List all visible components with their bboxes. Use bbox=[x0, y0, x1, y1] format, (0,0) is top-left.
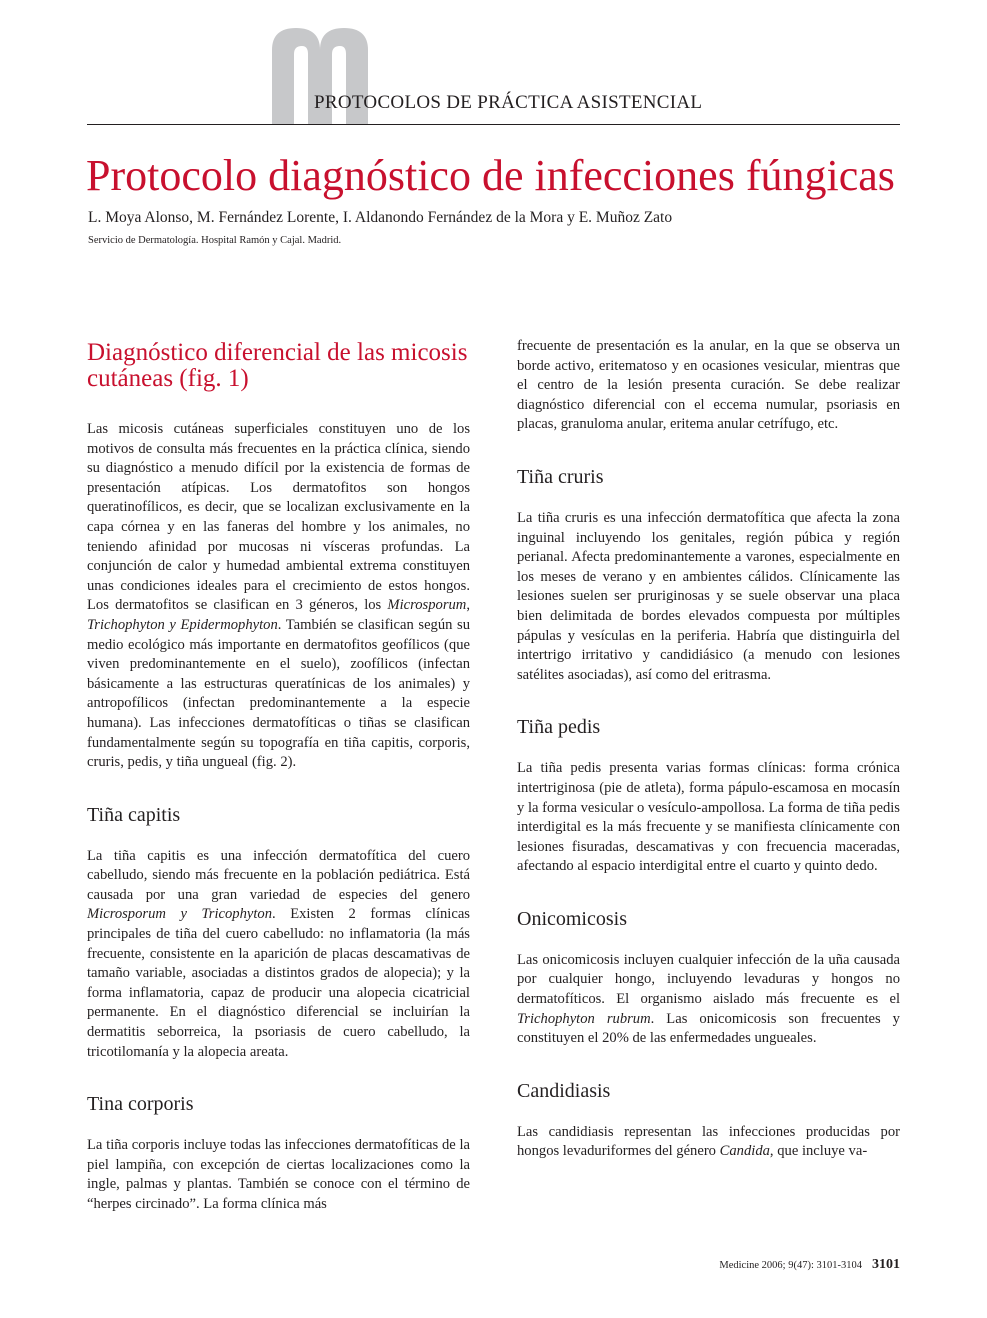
right-column bbox=[517, 337, 900, 1162]
paragraph: frecuente de presentación es la anular, en la que se observa un borde activo, eritematoso y en ocasiones vesicular, mientras que el centro de la lesión presenta curación. Se debe realizar diagnóstico diferencial con el eccema numular, psoriasis en placas, granuloma anular, eritema anular cetrífugo, etc. bbox=[517, 338, 900, 433]
page-footer bbox=[719, 1257, 900, 1273]
authors: L. Moya Alonso, M. Fernández Lorente, I. Aldanondo Fernández de la Mora y E. Muñoz Zato bbox=[88, 209, 673, 226]
paragraph: La tiña capitis es una infección dermatofítica del cuero cabelludo, siendo más frecuente en la población pediátrica. Está causada por una gran variedad de especies del genero Microsporum y Tricophyton. Existen 2 formas clínicas principales de tiña del cuero cabelludo: no inflamatoria (la más frecuente, consistente en la aparición de placas descamativas de tamaño variable, asociadas a distintos grados de alopecia); y la forma inflamatoria, capaz de producir una alopecia cicatricial permanente. En el diagnóstico diferencial se incluirían la dermatitis seborreica, la psoriasis de cuero cabelludo, la tricotilomanía y la alopecia areata. bbox=[87, 847, 470, 1060]
subsection-heading: Tiña capitis bbox=[87, 803, 181, 826]
paragraph: Las candidiasis representan las infecciones producidas por hongos levaduriformes del género Candida, que incluye va- bbox=[517, 1123, 900, 1160]
left-column bbox=[87, 340, 470, 1215]
subsection-heading: Tiña cruris bbox=[517, 465, 604, 488]
section-label: PROTOCOLOS DE PRÁCTICA ASISTENCIAL bbox=[314, 92, 703, 113]
subsection-heading: Tina corporis bbox=[87, 1093, 194, 1116]
paragraph: La tiña cruris es una infección dermatofítica que afecta la zona inguinal incluyendo los genitales, región púbica y región perianal. Afecta predominantemente a varones, especialmente en los meses de verano y en ambientes cálidos. Clínicamente las lesiones suelen ser pruriginosas y se suele observar una placa bien delimitada de bordes elevados compuesta por múltiples pápulas y vesículas en la periferia. Habría que distinguirla del intertrigo irritativo y candidiásico (a menudo con lesiones satélites asociadas), así como del eritrasma. bbox=[517, 509, 900, 683]
page-number: 3101 bbox=[872, 1257, 900, 1272]
subsection-heading: Onicomicosis bbox=[517, 907, 627, 930]
article-title: Protocolo diagnóstico de infecciones fúngicas bbox=[86, 151, 895, 200]
header-rule bbox=[87, 124, 900, 125]
paragraph: Las onicomicosis incluyen cualquier infección de la uña causada por cualquier hongo, incluyendo levaduras y hongos no dermatofíticos. El organismo aislado más frecuente es el Trichophyton rubrum. Las onicomicosis son frecuentes y constituyen el 20% de las enfermedades ungueales. bbox=[517, 951, 900, 1047]
paragraph: La tiña pedis presenta varias formas clínicas: forma crónica intertriginosa (pie de atleta), forma pápulo-escamosa en mocasín y la forma vesicular o vesículo-ampollosa. La forma de tiña pedis interdigital es la más frecuente y se manifiesta clínicamente con lesiones fisuradas, descamativas y con frecuencia maceradas, afectando al espacio interdigital entre el cuarto y quinto dedo. bbox=[517, 760, 900, 875]
journal-citation: Medicine 2006; 9(47): 3101-3104 bbox=[719, 1260, 862, 1271]
affiliation: Servicio de Dermatología. Hospital Ramón y Cajal. Madrid. bbox=[88, 235, 342, 246]
paragraph: La tiña corporis incluye todas las infecciones dermatofíticas de la piel lampiña, con excepción de ciertas localizaciones como la ingle, palmas y plantas. También se conoce con el término de “herpes circinado”. La forma clínica más bbox=[87, 1137, 470, 1212]
paragraph: Las micosis cutáneas superficiales constituyen uno de los motivos de consulta más frecuentes en la práctica clínica, siendo su diagnóstico a menudo difícil por la existencia de formas de presentación atípicas. Los dermatofitos son hongos queratinofílicos, es decir, que se localizan exclusivamente en la capa córnea y en las faneras del hombre y los animales, no teniendo afinidad por mucosas ni vísceras profundas. La conjunción de calor y humedad ambiental extrema constituyen unas condiciones ideales para el crecimiento de estos hongos. Los dermatofitos se clasifican en 3 géneros, los Microsporum, Trichophyton y Epidermophyton. También se clasifican según su medio ecológico más importante en dermatofitos geofílicos (que viven predominantemente en el suelo), zoofílicos (infectan básicamente a las estructuras queratínicas de los animales) y antropofílicos (infectan predominantemente a la especie humana). Las infecciones dermatofíticas o tiñas se clasifican fundamentalmente según su topografía en tiña capitis, corporis, cruris, pedis, y tiña ungueal (fig. 2). bbox=[87, 421, 470, 771]
section-heading: Diagnóstico diferencial de las micosis cutáneas (fig. 1) bbox=[87, 339, 468, 392]
subsection-heading: Candidiasis bbox=[517, 1079, 611, 1102]
subsection-heading: Tiña pedis bbox=[517, 716, 601, 739]
